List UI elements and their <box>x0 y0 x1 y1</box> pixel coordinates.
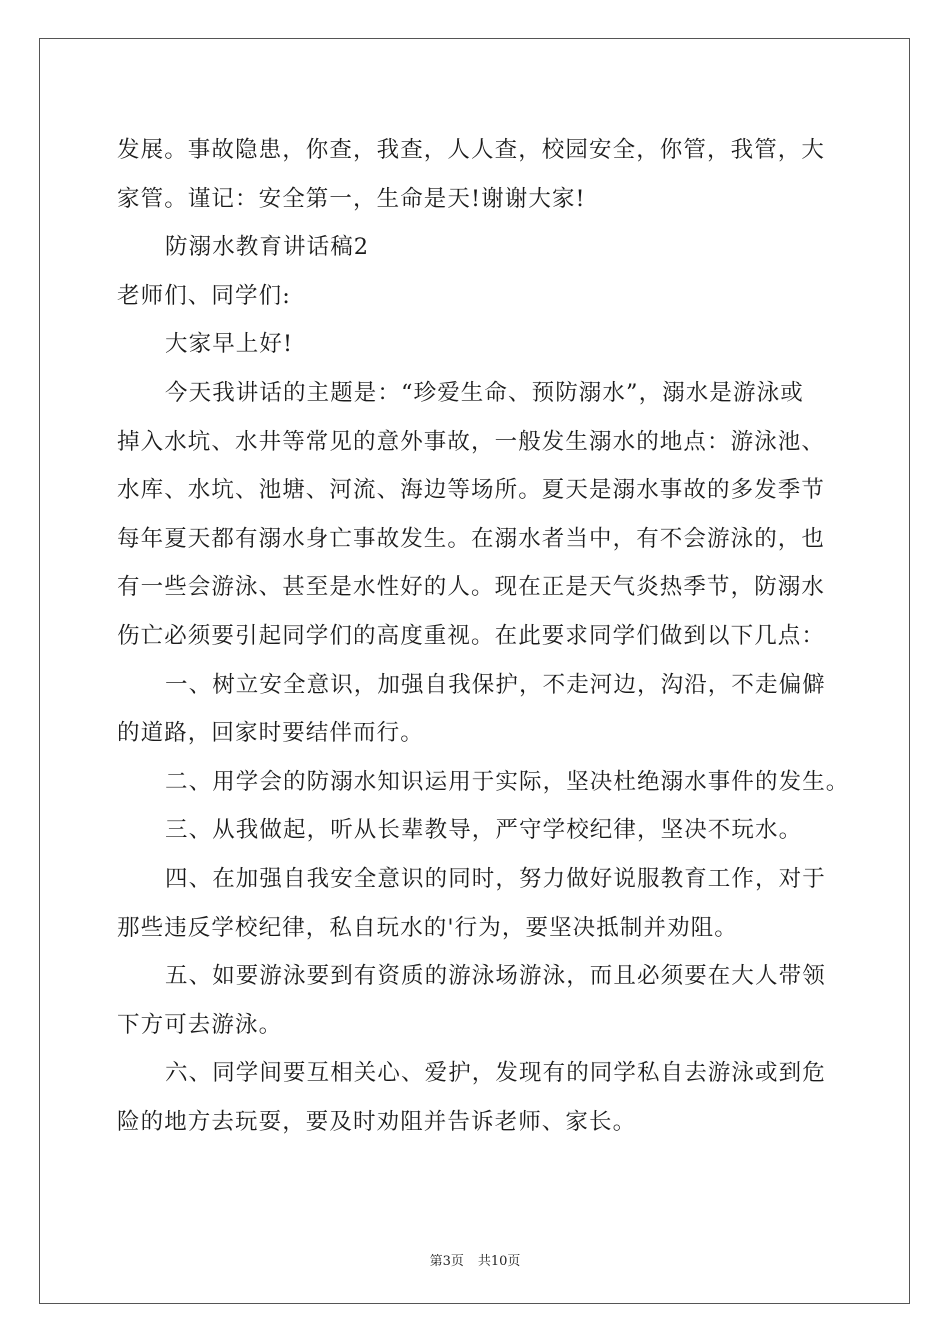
list-item: 五、如要游泳要到有资质的游泳场游泳，而且必须要在大人带领 <box>165 963 826 990</box>
text-line: 有一些会游泳、甚至是水性好的人。现在正是天气炎热季节，防溺水 <box>117 574 826 601</box>
text-line: 水库、水坑、池塘、河流、海边等场所。夏天是溺水事故的多发季节 <box>117 477 826 504</box>
section-title: 防溺水教育讲话稿2 <box>165 234 370 261</box>
list-item: 六、同学间要互相关心、爱护，发现有的同学私自去游泳或到危 <box>165 1060 826 1087</box>
text-line: 家管。谨记：安全第一，生命是天!谢谢大家! <box>117 185 586 212</box>
list-item: 一、树立安全意识，加强自我保护，不走河边，沟沿，不走偏僻 <box>165 671 826 698</box>
text-line: 发展。事故隐患，你查，我查，人人查，校园安全，你管，我管，大 <box>117 137 826 163</box>
page-footer <box>0 1250 950 1269</box>
page-number: 第3页 <box>429 1254 464 1269</box>
salutation: 老师们、同学们: <box>117 282 291 309</box>
text-line: 今天我讲话的主题是：“珍爱生命、预防溺水”，溺水是游泳或 <box>165 379 804 406</box>
list-item: 四、在加强自我安全意识的同时，努力做好说服教育工作，对于 <box>165 865 826 892</box>
text-line: 那些违反学校纪律，私自玩水的'行为，要坚决抵制并劝阻。 <box>117 914 738 941</box>
text-line: 掉入水坑、水井等常见的意外事故，一般发生溺水的地点：游泳池、 <box>117 428 826 455</box>
list-item: 二、用学会的防溺水知识运用于实际，坚决杜绝溺水事件的发生。 <box>165 768 850 795</box>
document-body <box>117 126 850 1146</box>
greeting: 大家早上好! <box>165 331 294 358</box>
text-line: 伤亡必须要引起同学们的高度重视。在此要求同学们做到以下几点： <box>117 622 826 649</box>
page-total: 共10页 <box>477 1254 521 1269</box>
text-line: 下方可去游泳。 <box>117 1011 283 1038</box>
text-line: 的道路，回家时要结伴而行。 <box>117 720 424 747</box>
list-item: 三、从我做起，听从长辈教导，严守学校纪律，坚决不玩水。 <box>165 817 803 844</box>
text-line: 险的地方去玩耍，要及时劝阻并告诉老师、家长。 <box>117 1108 637 1135</box>
text-line: 每年夏天都有溺水身亡事故发生。在溺水者当中，有不会游泳的，也 <box>117 525 826 552</box>
